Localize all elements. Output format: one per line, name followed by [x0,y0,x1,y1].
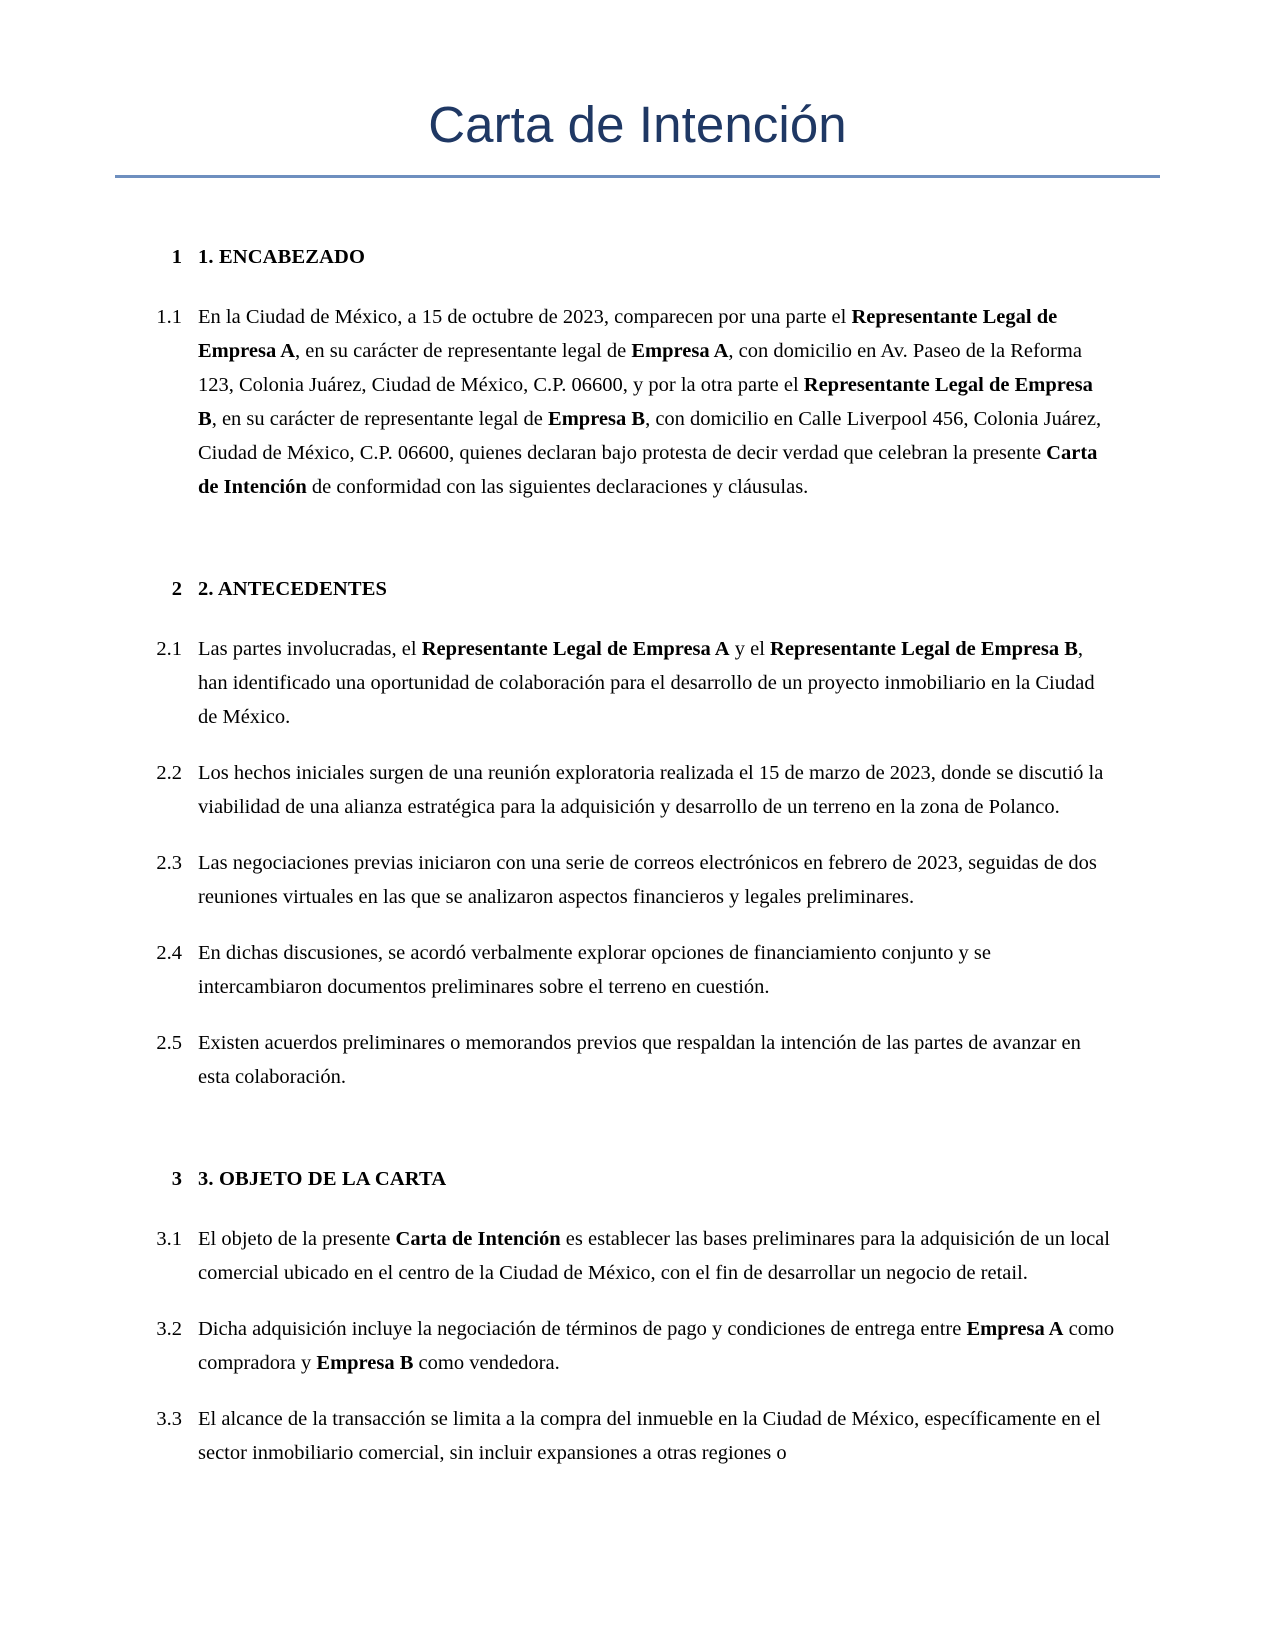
emphasis-text: Representante Legal de Empresa B [198,374,1093,431]
section-heading-row [140,1162,1115,1196]
clause-number: 2.2 [156,762,182,785]
emphasis-text: Representante Legal de Empresa A [421,638,730,661]
document-header [0,0,1275,178]
document-section [140,572,1115,1094]
emphasis-text: Carta de Intención [395,1228,561,1251]
body-text: Dicha adquisición incluye la negociación de términos de pago y condiciones de entrega entre [198,1318,967,1341]
clause-number: 2.1 [156,638,182,661]
emphasis-text: Representante Legal de Empresa B [770,638,1078,661]
body-text: y el [729,638,771,661]
clause-number: 2.5 [156,1032,182,1055]
clause-row [140,1222,1115,1290]
emphasis-text: Representante Legal de Empresa A [198,306,1058,363]
body-text: Las partes involucradas, el [198,638,422,661]
clause-row [140,300,1115,504]
section-heading-text: 2. ANTECEDENTES [198,578,388,601]
emphasis-text: Carta de Intención [198,442,1098,499]
clause-text [198,1222,1115,1290]
body-text: En la Ciudad de México, a 15 de octubre de 2023, comparecen por una parte el [198,306,852,329]
clause-text [198,300,1115,504]
body-text: es establecer las bases preliminares para la adquisición de un local comercial ubicado en el centro de la Ciudad de México, con el fin de desarrollar un negocio de retail. [198,1228,1110,1285]
clause-text [198,756,1115,824]
emphasis-text: Empresa A [631,340,729,363]
section-spacer [140,1116,1115,1162]
section-heading-row [140,572,1115,606]
document-section [140,1162,1115,1470]
emphasis-text: Empresa B [316,1352,414,1375]
body-text: Existen acuerdos preliminares o memorandos previos que respaldan la intención de las partes de avanzar en esta colaboración. [198,1032,1081,1089]
body-text: de conformidad con las siguientes declaraciones y cláusulas. [306,476,809,499]
clause-number: 1.1 [156,306,182,329]
clause-text [198,846,1115,914]
clause-number: 3.1 [156,1228,182,1251]
clause-text [198,632,1115,734]
body-text: En dichas discusiones, se acordó verbalmente explorar opciones de financiamiento conjunto y se intercambiaron documentos preliminares sobre el terreno en cuestión. [198,942,991,999]
section-heading-text: 3. OBJETO DE LA CARTA [198,1168,447,1191]
clause-text [198,1402,1115,1470]
clause-row [140,756,1115,824]
body-text: , en su carácter de representante legal de [211,408,549,431]
page-title: Carta de Intención [428,96,847,153]
body-text: Las negociaciones previas iniciaron con una serie de correos electrónicos en febrero de 2023, seguidas de dos reuniones virtuales en las que se analizaron aspectos financieros y legales preliminares. [198,852,1097,909]
body-text: , con domicilio en Calle Liverpool 456, Colonia Juárez, Ciudad de México, C.P. 06600, quienes declaran bajo protesta de decir verdad que celebran la presente [198,408,1102,465]
body-text: El objeto de la presente [198,1228,396,1251]
section-spacer [140,526,1115,572]
clause-text [198,1026,1115,1094]
clause-row [140,1402,1115,1470]
clause-number: 2.3 [156,852,182,875]
emphasis-text: Empresa B [548,408,646,431]
body-text: , han identificado una oportunidad de colaboración para el desarrollo de un proyecto inmobiliario en la Ciudad de México. [198,638,1095,729]
clause-number: 3.3 [156,1408,182,1431]
body-text: como compradora y [198,1318,1115,1375]
clause-number: 2.4 [156,942,182,965]
section-number: 2 [171,578,182,601]
clause-row [140,846,1115,914]
section-heading-text: 1. ENCABEZADO [198,246,366,269]
clause-row [140,936,1115,1004]
body-text: como vendedora. [413,1352,560,1375]
section-number: 3 [171,1168,182,1191]
clause-text [198,1312,1115,1380]
clause-row [140,1312,1115,1380]
clause-row [140,632,1115,734]
body-text: , con domicilio en Av. Paseo de la Reforma 123, Colonia Juárez, Ciudad de México, C.P. 06600, y por la otra parte el [198,340,1082,397]
section-heading-row [140,240,1115,274]
document-body [0,240,1275,1470]
document-section [140,240,1115,504]
clause-text [198,936,1115,1004]
emphasis-text: Empresa A [966,1318,1064,1341]
body-text: El alcance de la transacción se limita a la compra del inmueble en la Ciudad de México, específicamente en el sector inmobiliario comercial, sin incluir expansiones a otras regiones o [198,1408,1101,1465]
section-number: 1 [171,246,182,269]
clause-number: 3.2 [156,1318,182,1341]
title-divider [115,175,1160,178]
body-text: , en su carácter de representante legal de [295,340,632,363]
clause-row [140,1026,1115,1094]
body-text: Los hechos iniciales surgen de una reunión exploratoria realizada el 15 de marzo de 2023, donde se discutió la viabilidad de una alianza estratégica para la adquisición y desarrollo de un terreno en la zona de Polanco. [198,762,1104,819]
